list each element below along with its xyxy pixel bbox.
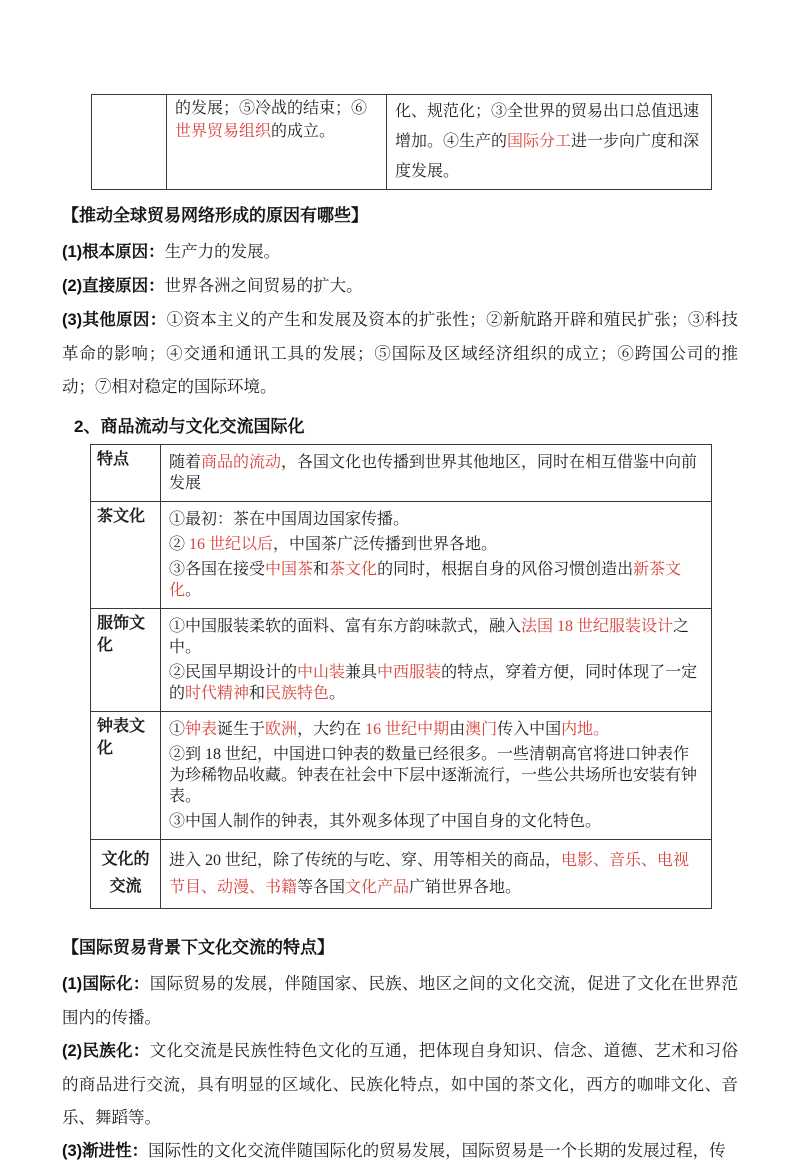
cell-paragraph	[169, 847, 703, 901]
plain-text: 等各国	[297, 879, 346, 896]
trade-network-continuation-table	[91, 94, 712, 190]
plain-text: ②民国早期设计的	[169, 664, 298, 681]
highlight-red-text: 世界贸易组织	[175, 123, 272, 140]
highlight-red-text: 欧洲	[265, 721, 298, 738]
plain-text: ，大约在	[297, 721, 366, 738]
numbered-item	[62, 303, 738, 403]
plain-text: 诞生于	[217, 721, 266, 738]
plain-text: 兼具	[345, 664, 378, 681]
table-row	[91, 445, 712, 502]
culture-exchange-table	[90, 444, 712, 909]
table-row	[91, 840, 712, 909]
cell-paragraph	[169, 719, 703, 740]
plain-text: 的成立。	[271, 123, 336, 140]
plain-text: ①	[169, 721, 186, 738]
plain-text: 的发展；⑤冷战的结束；⑥	[175, 100, 368, 117]
numbered-item	[62, 1134, 738, 1168]
cell-paragraph	[169, 559, 703, 601]
cell-paragraph	[169, 811, 703, 832]
item-label: (3)其他原因：	[62, 311, 167, 329]
features-list	[62, 967, 738, 1168]
plain-text: ①中国服装柔软的面料、富有东方韵味款式，融入	[169, 618, 522, 635]
plain-text: 进一步向广度和深度发展。	[395, 133, 700, 180]
row-content-cell	[161, 712, 712, 840]
plain-text: ，各国文化也传播到世界其他地区，同时在相互借鉴中向前发展	[169, 454, 698, 492]
plain-text: ①最初：茶在中国周边国家传播。	[169, 511, 410, 528]
row-label-cell: 茶文化	[91, 502, 161, 609]
plain-text: 化、规范化；③全世界的贸易出口总值迅速增加。④生产的	[395, 103, 700, 150]
plain-text: ，中国茶广泛传播到世界各地。	[273, 536, 498, 553]
numbered-item	[62, 269, 738, 303]
reasons-heading: 【推动全球贸易网络形成的原因有哪些】	[62, 206, 368, 225]
plain-text: ①资本主义的产生和发展及资本的扩张性；②新航路开辟和殖民扩张；③科技革命的影响；④交通和通讯工具的发展；⑤国际及区域经济组织的成立；⑥跨国公司的推动；⑦相对稳定的国际环境。	[62, 310, 738, 396]
row-label-cell: 服饰文化	[91, 609, 161, 712]
plain-text: 和	[313, 561, 330, 578]
highlight-red-text: 新茶文化	[169, 561, 682, 599]
highlight-red-text: 中国茶	[265, 561, 314, 578]
plain-text: 和	[249, 685, 266, 702]
highlight-red-text: 时代精神	[185, 685, 250, 702]
reasons-list	[62, 235, 738, 403]
plain-text: 广销世界各地。	[409, 879, 522, 896]
highlight-red-text: 内地。	[561, 721, 610, 738]
plain-text: 传入中国	[497, 721, 562, 738]
plain-text: 之中。	[169, 618, 690, 656]
plain-text: ③中国人制作的钟表，其外观多体现了中国自身的文化特色。	[169, 813, 602, 830]
plain-text: ③各国在接受	[169, 561, 266, 578]
plain-text: 随着	[169, 454, 202, 471]
highlight-red-text: 中山装	[297, 664, 346, 681]
numbered-item	[62, 1034, 738, 1134]
item-label: (1)根本原因：	[62, 243, 165, 261]
row-content-cell	[161, 445, 712, 502]
plain-text: 进入 20 世纪，除了传统的与吃、穿、用等相关的商品，	[169, 852, 562, 869]
row-label-cell: 特点	[91, 445, 161, 502]
culture-table-body	[91, 445, 712, 909]
plain-text: 。	[185, 582, 202, 599]
row-content-cell	[161, 840, 712, 909]
plain-text: ②到 18 世纪，中国进口钟表的数量已经很多。一些清朝高官将进口钟表作为珍稀物品收藏。钟表在社会中下层中逐渐流行，一些公共场所也安装有钟表。	[169, 746, 698, 805]
row-content-cell	[161, 502, 712, 609]
highlight-red-text: 茶文化	[329, 561, 378, 578]
numbered-item	[62, 967, 738, 1034]
row-label-cell: 文化的交流	[91, 840, 161, 909]
trade-growth-cell	[387, 95, 712, 190]
table-row	[91, 609, 712, 712]
cell-paragraph	[169, 534, 703, 555]
highlight-red-text: 商品的流动	[201, 454, 282, 471]
plain-text: 由	[449, 721, 466, 738]
commodity-culture-title: 2、商品流动与文化交流国际化	[74, 417, 305, 436]
plain-text: 的同时，根据自身的风俗习惯创造出	[377, 561, 634, 578]
cell-paragraph	[169, 509, 703, 530]
cell-paragraph	[169, 744, 703, 807]
row-content-cell	[161, 609, 712, 712]
table-row	[92, 95, 712, 190]
row-label-cell: 钟表文化	[91, 712, 161, 840]
plain-text: 国际贸易的发展，伴随国家、民族、地区之间的文化交流，促进了文化在世界范围内的传播。	[62, 974, 738, 1027]
features-heading: 【国际贸易背景下文化交流的特点】	[62, 938, 334, 957]
cell-paragraph	[169, 616, 703, 658]
item-label: (3)渐进性：	[62, 1142, 149, 1160]
plain-text: 国际性的文化交流伴随国际化的贸易发展，国际贸易是一个长期的发展过程，传	[148, 1141, 726, 1160]
empty-label-cell	[92, 95, 167, 190]
plain-text: 文化交流是民族性特色文化的互通，把体现自身知识、信念、道德、艺术和习俗的商品进行交流，具有明显的区域化、民族化特点，如中国的茶文化，西方的咖啡文化、音乐、舞蹈等。	[62, 1041, 738, 1127]
highlight-red-text: 电影、音乐、电视节目、动漫、书籍	[169, 852, 690, 896]
table-row	[91, 712, 712, 840]
highlight-red-text: 民族特色	[265, 685, 330, 702]
highlight-red-text: 16 世纪以后	[189, 536, 274, 553]
highlight-red-text: 中西服装	[377, 664, 442, 681]
item-label: (2)民族化：	[62, 1042, 150, 1060]
plain-text: 世界各洲之间贸易的扩大。	[164, 276, 363, 295]
highlight-red-text: 钟表	[185, 721, 218, 738]
plain-text: ②	[169, 536, 190, 553]
numbered-item	[62, 235, 738, 269]
plain-text: 。	[329, 685, 346, 702]
plain-text: 生产力的发展。	[164, 242, 281, 261]
item-label: (1)国际化：	[62, 975, 150, 993]
plain-text: 的特点，穿着方便，同时体现了一定的	[169, 664, 698, 702]
highlight-red-text: 文化产品	[345, 879, 410, 896]
highlight-red-text: 国际分工	[507, 133, 572, 150]
item-label: (2)直接原因：	[62, 277, 165, 295]
cold-war-wto-cell	[167, 95, 387, 190]
highlight-red-text: 法国 18 世纪服装设计	[521, 618, 674, 635]
cell-paragraph	[169, 662, 703, 704]
cell-paragraph	[169, 452, 703, 494]
highlight-red-text: 澳门	[465, 721, 498, 738]
highlight-red-text: 16 世纪中期	[365, 721, 450, 738]
table-row	[91, 502, 712, 609]
